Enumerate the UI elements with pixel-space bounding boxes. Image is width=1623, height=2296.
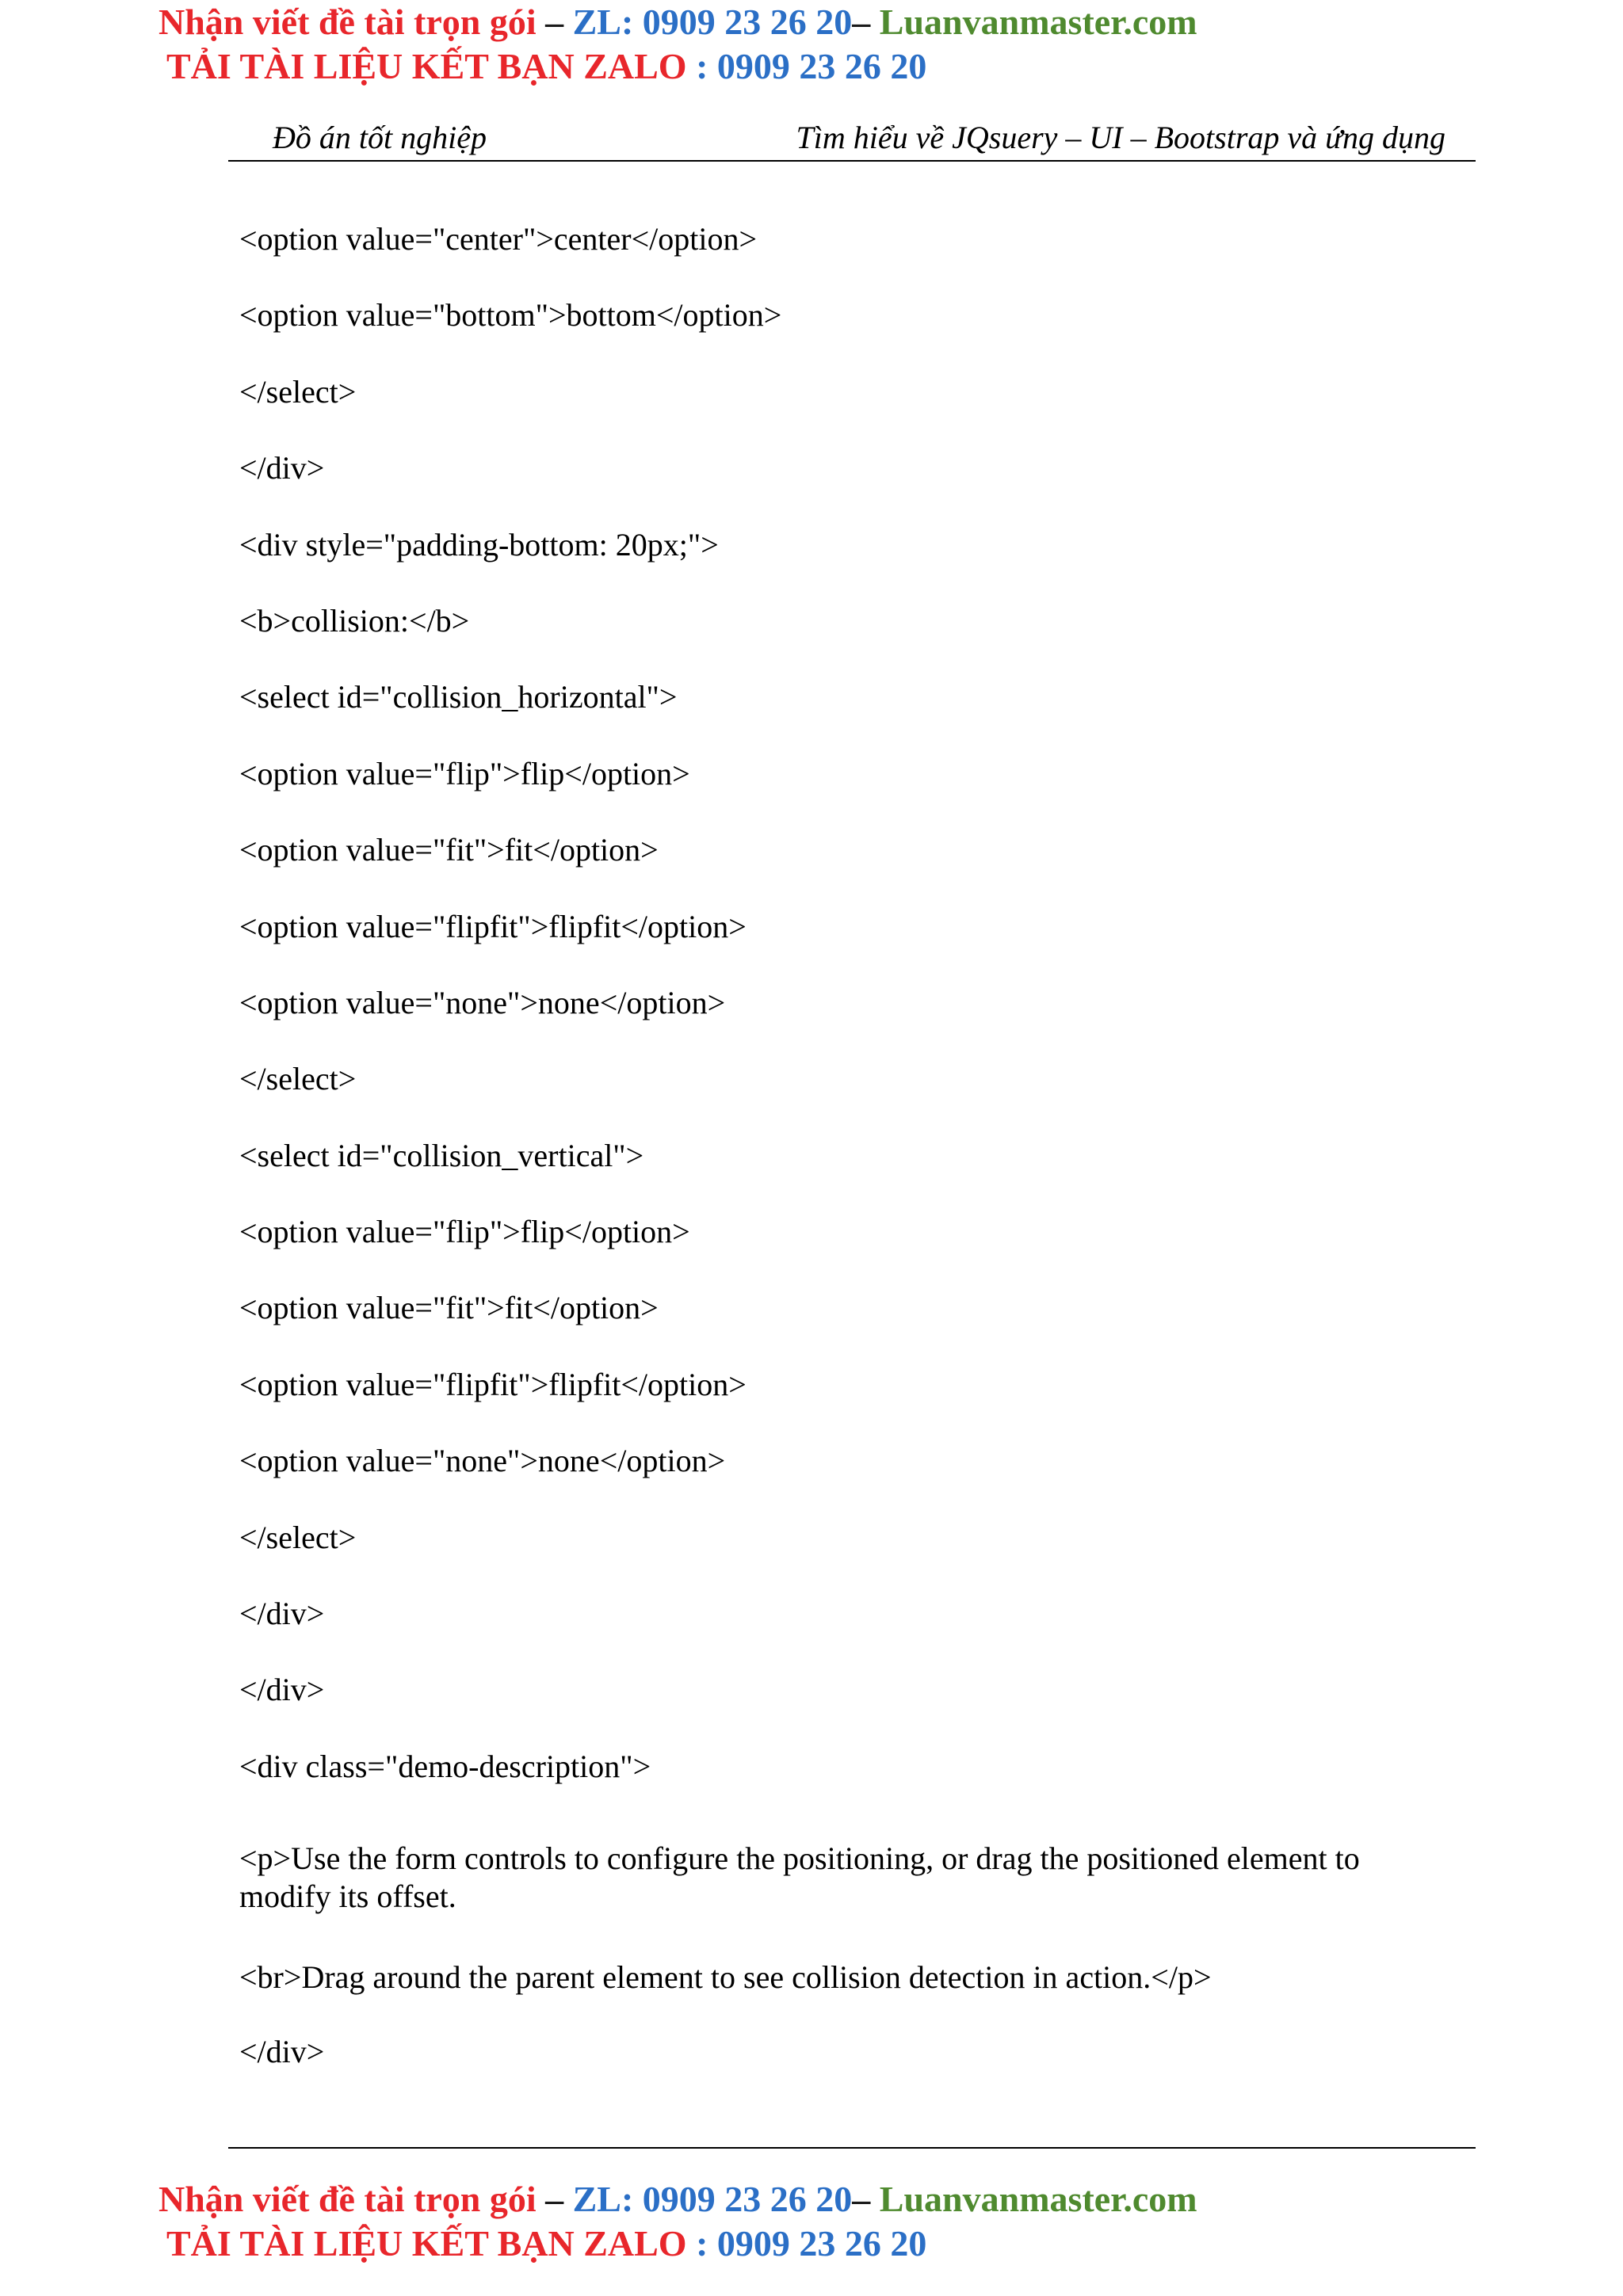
banner-service-text: Nhận viết đề tài trọn gói: [158, 2179, 537, 2219]
banner-zalo-number-2: : 0909 23 26 20: [686, 46, 927, 86]
banner-line-1: [158, 2177, 1197, 2222]
code-line: </div>: [239, 1672, 325, 1708]
code-line: </div>: [239, 450, 325, 486]
code-line: <div style="padding-bottom: 20px;">: [239, 526, 719, 563]
header-right-title: Tìm hiểu về JQsuery – UI – Bootstrap và ứng dụng: [796, 120, 1445, 155]
banner-zalo-number: ZL: 0909 23 26 20: [572, 2, 853, 42]
code-line: <option value="fit">fit</option>: [239, 1290, 659, 1326]
description-paragraph: <p>Use the form controls to configure the positioning, or drag the positioned element to modify its offset.: [239, 1840, 1360, 1914]
code-line: </select>: [239, 373, 357, 410]
banner-download-text: TẢI TÀI LIỆU KẾT BẠN ZALO: [166, 2223, 687, 2264]
code-line: </select>: [239, 1061, 357, 1097]
code-line: <b>collision:</b>: [239, 602, 470, 639]
code-line: <option value="center">center</option>: [239, 221, 758, 257]
code-line: <option value="none">none</option>: [239, 1443, 726, 1479]
code-line: <option value="flipfit">flipfit</option>: [239, 908, 747, 944]
banner-service-text: Nhận viết đề tài trọn gói: [158, 2, 537, 42]
bottom-banner: [158, 2177, 1197, 2266]
banner-line-2: [158, 2222, 1197, 2266]
code-line: <option value="flip">flip</option>: [239, 1214, 690, 1250]
footer-rule: [228, 2147, 1476, 2149]
banner-website: Luanvanmaster.com: [879, 2, 1197, 42]
banner-separator: –: [536, 2, 573, 42]
code-listing: [239, 220, 1381, 1824]
top-banner: [158, 0, 1197, 89]
code-line: <option value="flipfit">flipfit</option>: [239, 1366, 747, 1402]
banner-separator-2: –: [852, 2179, 880, 2219]
banner-separator: –: [536, 2179, 573, 2219]
code-line: </select>: [239, 1519, 357, 1555]
description-paragraph-2: <br>Drag around the parent element to see collision detection in action.</p>: [239, 1959, 1212, 1995]
banner-zalo-number: ZL: 0909 23 26 20: [572, 2179, 853, 2219]
banner-website: Luanvanmaster.com: [879, 2179, 1197, 2219]
code-line: <option value="flip">flip</option>: [239, 755, 690, 791]
code-line: </div>: [239, 1596, 325, 1632]
code-line: <option value="bottom">bottom</option>: [239, 297, 782, 334]
banner-separator-2: –: [852, 2, 880, 42]
banner-zalo-number-2: : 0909 23 26 20: [686, 2223, 927, 2264]
banner-line-2: [158, 44, 1197, 89]
closing-div-line: </div>: [239, 2034, 325, 2069]
code-line: <div class="demo-description">: [239, 1748, 651, 1784]
banner-download-text: TẢI TÀI LIỆU KẾT BẠN ZALO: [166, 46, 687, 86]
code-line: <select id="collision_vertical">: [239, 1137, 644, 1173]
running-header: [228, 116, 1476, 162]
code-line: <option value="none">none</option>: [239, 984, 726, 1020]
header-left-title: Đồ án tốt nghiệp: [273, 120, 487, 155]
code-line: <select id="collision_horizontal">: [239, 679, 678, 715]
banner-line-1: [158, 0, 1197, 44]
code-line: <option value="fit">fit</option>: [239, 832, 659, 868]
